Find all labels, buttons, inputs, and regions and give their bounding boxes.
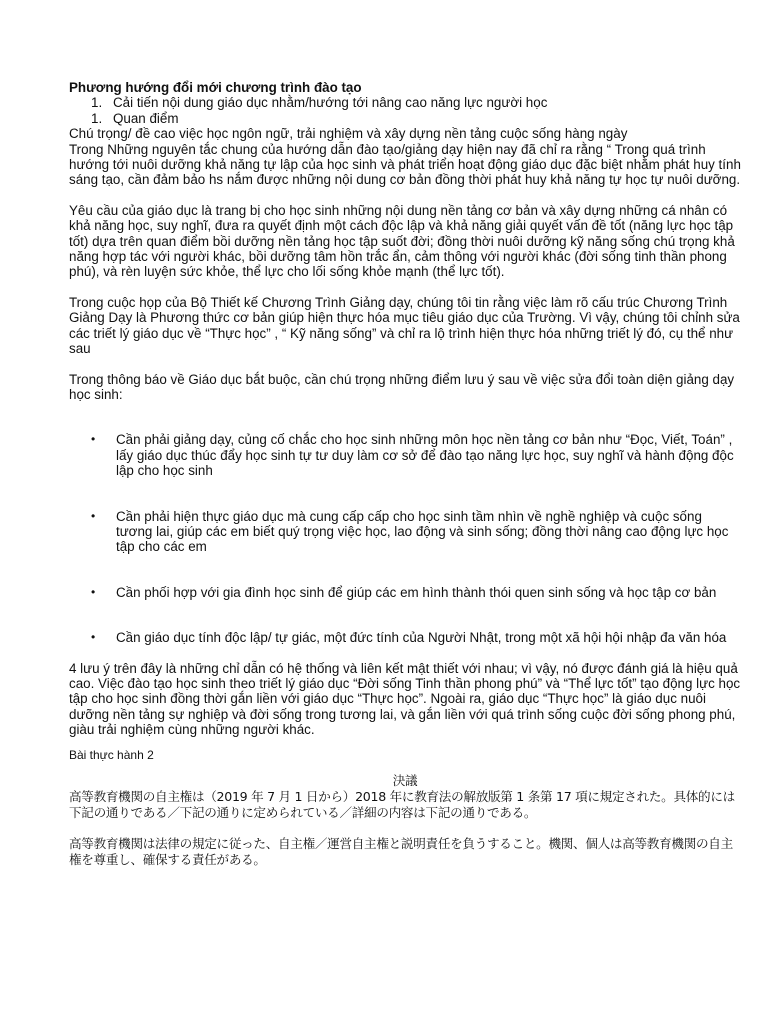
intro-line: Chú trọng/ đề cao việc học ngôn ngữ, trải nghiệm và xây dựng nền tảng cuộc sống hàng ngày — [69, 126, 628, 142]
bullet-icon: • — [91, 508, 96, 523]
practice-label: Bài thực hành 2 — [69, 747, 154, 762]
bullet-text: Cần phải hiện thực giáo dục mà cung cấp cấp cho học sinh tầm nhìn về nghề nghiệp và cuộc sống tương lai, giúp các em biết quý trọng việc học, lao động và sinh sống; đồng thời nâng cao động lực học tập cho các em — [116, 508, 729, 555]
jp-paragraph-2: 高等教育機関は法律の規定に従った、自主権／運営自主権と説明責任を負うすること。機関、個人は高等教育機関の自主権を尊重し、確保する責任がある。 — [69, 836, 733, 867]
bullet-text: Cần giáo dục tính độc lập/ tự giác, một đức tính của Người Nhật, trong một xã hội hội nhập đa văn hóa — [116, 630, 727, 646]
list-number: 1. — [91, 95, 103, 111]
paragraph-1: Trong Những nguyên tắc chung của hướng dẫn đào tạo/giảng dạy hiện nay đã chỉ ra rằng “ Trong quá trình hướng tới nuôi dưỡng khả năng tự lập của học sinh và phát triển hoạt động giáo dục đặc biệt nhằm phát huy tính sáng tạo, cần đảm bảo hs nắm được những nội dung cơ bản đồng thời phát huy khả năng tự học tự nuôi dưỡng. — [69, 141, 741, 188]
bullet-text: Cần phải giảng dạy, củng cố chắc cho học sinh những môn học nền tảng cơ bản như “Đọc, Viết, Toán” , lấy giáo dục thúc đẩy học sinh tự tư duy làm cơ sở để đào tạo năng lực học, suy nghĩ và hành động độc lập cho học sinh — [116, 432, 734, 479]
bullet-icon: • — [91, 584, 96, 599]
bullet-item — [69, 585, 741, 600]
numbered-list — [69, 95, 741, 126]
bullet-item — [69, 630, 741, 645]
page-title: Phương hướng đổi mới chương trình đào tạo — [69, 80, 362, 95]
bullet-text: Cần phối hợp với gia đình học sinh để giúp các em hình thành thói quen sinh sống và học tập cơ bản — [116, 584, 717, 600]
list-item — [69, 95, 741, 110]
list-item-text: Quan điểm — [113, 110, 179, 126]
paragraph-5: 4 lưu ý trên đây là những chỉ dẫn có hệ thống và liên kết mật thiết với nhau; vì vậy, nó được đánh giá là hiệu quả cao. Việc đào tạo học sinh theo triết lý giáo dục “Đời sống Tinh thần phong phú” và “Thể lực tốt” tạo động lực học tập cho học sinh đồng thời gắn liền với giáo dục “Thực học”. Ngoài ra, giáo dục “Thực học” là giáo dục nuôi dưỡng nền tảng sự nghiệp và đời sống trong tương lai, và gắn liền với quá trình sống cuộc đời sống phong phú, giàu trải nghiệm cùng những người khác. — [69, 660, 741, 738]
paragraph-3: Trong cuộc họp của Bộ Thiết kế Chương Trình Giảng dạy, chúng tôi tin rằng việc làm rõ cấu trúc Chương Trình Giảng Dạy là Phương thức cơ bản giúp hiện thực hóa mục tiêu giáo dục của Trường. Vì vậy, chúng tôi chỉnh sửa các triết lý giáo dục về “Thực học” , “ Kỹ năng sống” và chỉ ra lộ trình hiện thực hóa những triết lý đó, cụ thể như sau — [69, 294, 740, 357]
bullet-list — [69, 432, 741, 645]
list-item — [69, 111, 741, 126]
paragraph-4: Trong thông báo về Giáo dục bắt buộc, cần chú trọng những điểm lưu ý sau về việc sửa đổi toàn diện giảng dạy học sinh: — [69, 371, 735, 402]
bullet-item — [69, 509, 741, 555]
jp-paragraph-1: 高等教育機関の自主権は（2019 年 7 月 1 日から）2018 年に教育法の解放版第 1 条第 17 項に規定された。具体的には下記の通りである／下記の通りに定められている／詳細の内容は下記の通りである。 — [69, 789, 735, 820]
bullet-icon: • — [91, 432, 96, 447]
bullet-item — [69, 432, 741, 478]
jp-title: 決議 — [392, 773, 418, 788]
bullet-icon: • — [91, 630, 96, 645]
document-page — [69, 80, 741, 868]
paragraph-2: Yêu cầu của giáo dục là trang bị cho học sinh những nội dung nền tảng cơ bản và xây dựng những cá nhân có khả năng học, suy nghĩ, đưa ra quyết định một cách độc lập và khả năng giải quyết vấn đề tốt (năng lực học tập tốt) dựa trên quan điểm bồi dưỡng nền tảng học tập suốt đời; đồng thời nuôi dưỡng kỹ năng sống chú trọng khả năng hợp tác với người khác, bồi dưỡng tâm hồn trắc ẩn, cảm thông với người khác (đời sống tinh thần phong phú), và rèn luyện sức khỏe, thể lực cho lối sống khỏe mạnh (thể lực tốt). — [69, 202, 735, 280]
list-number: 1. — [91, 110, 103, 126]
list-item-text: Cải tiến nội dung giáo dục nhằm/hướng tới nâng cao năng lực người học — [113, 95, 548, 111]
